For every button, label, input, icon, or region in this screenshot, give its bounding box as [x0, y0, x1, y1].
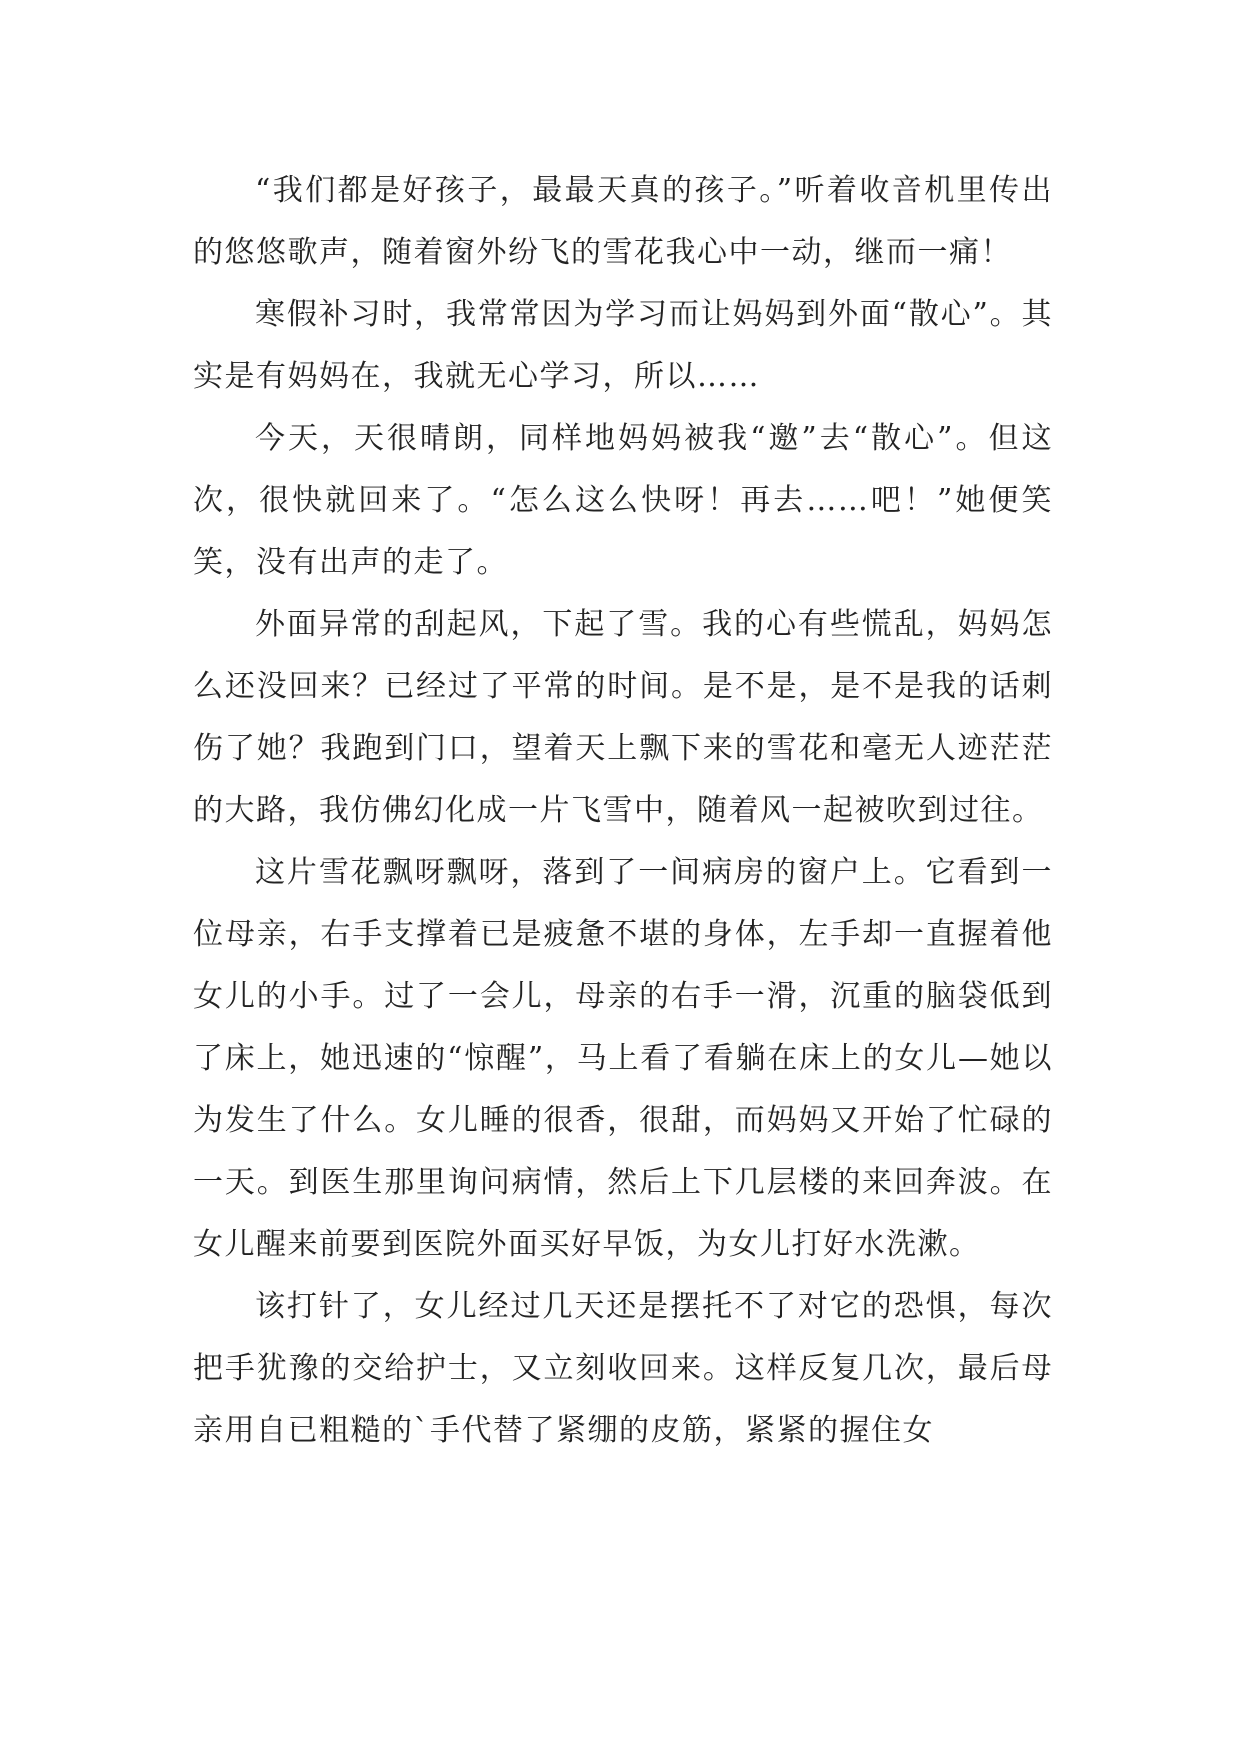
paragraph-hospital-memory: 这片雪花飘呀飘呀，落到了一间病房的窗户上。它看到一位母亲，右手支撑着已是疲惫不堪的身体，左手却一直握着他女儿的小手。过了一会儿，母亲的右手一滑，沉重的脑袋低到了床上，她迅速的“惊醒”，马上看了看躺在床上的女儿—她以为发生了什么。女儿睡的很香，很甜，而妈妈又开始了忙碌的一天。到医生那里询问病情，然后上下几层楼的来回奔波。在女儿醒来前要到医院外面买好早饭，为女儿打好水洗漱。: [193, 855, 1053, 1262]
paragraph-injection: 该打针了，女儿经过几天还是摆托不了对它的恐惧，每次把手犹豫的交给护士，又立刻收回来。这样反复几次，最后母亲用自已粗糙的`手代替了紧绷的皮筋，紧紧的握住女: [193, 1289, 1053, 1448]
article-body: [193, 160, 1053, 1462]
paragraph-snow-outside: 外面异常的刮起风，下起了雪。我的心有些慌乱，妈妈怎么还没回来？已经过了平常的时间。是不是，是不是我的话刺伤了她？我跑到门口，望着天上飘下来的雪花和毫无人迹茫茫的大路，我仿佛幻化成一片飞雪中，随着风一起被吹到过往。: [193, 607, 1053, 828]
paragraph-radio-song: “我们都是好孩子，最最天真的孩子。”听着收音机里传出的悠悠歌声，随着窗外纷飞的雪花我心中一动，继而一痛！: [193, 173, 1053, 270]
paragraph-today: 今天，天很晴朗，同样地妈妈被我“邀”去“散心”。但这次，很快就回来了。“怎么这么快呀！再去……吧！”她便笑笑，没有出声的走了。: [193, 421, 1053, 580]
paragraph-winter-study: 寒假补习时，我常常因为学习而让妈妈到外面“散心”。其实是有妈妈在，我就无心学习，所以……: [193, 297, 1053, 394]
